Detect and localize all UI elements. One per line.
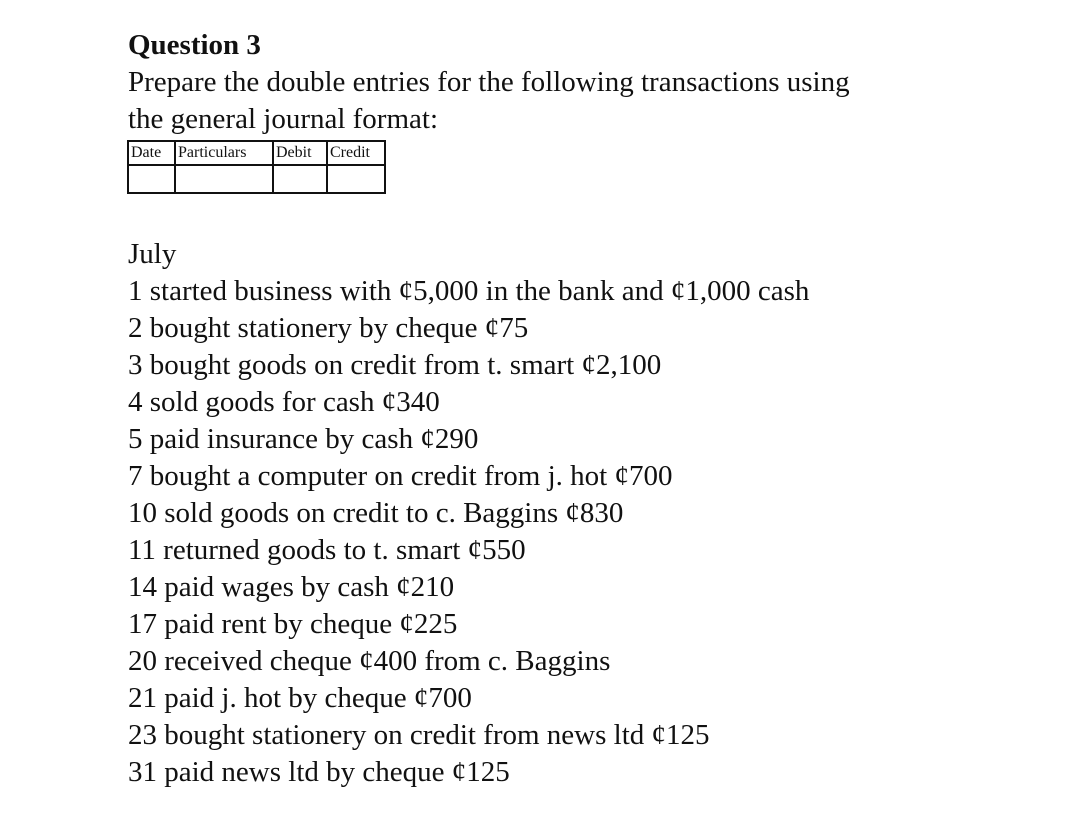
transaction-item: 1 started business with ¢5,000 in the bank and ¢1,000 cash <box>128 275 810 307</box>
transaction-item: 20 received cheque ¢400 from c. Baggins <box>128 645 611 677</box>
journal-header-date: Date <box>128 141 175 165</box>
transaction-item: 23 bought stationery on credit from news ltd ¢125 <box>128 719 710 751</box>
transaction-month: July <box>128 238 177 270</box>
question-heading: Question 3 <box>128 29 261 61</box>
journal-header-row <box>128 141 385 165</box>
transaction-item: 14 paid wages by cash ¢210 <box>128 571 455 603</box>
transaction-item: 21 paid j. hot by cheque ¢700 <box>128 682 472 714</box>
question-instruction <box>128 64 968 138</box>
transaction-item: 7 bought a computer on credit from j. hot ¢700 <box>128 460 673 492</box>
journal-cell-particulars <box>175 165 273 193</box>
transaction-item: 4 sold goods for cash ¢340 <box>128 386 440 418</box>
transaction-item: 3 bought goods on credit from t. smart ¢2,100 <box>128 349 662 381</box>
instruction-line-1: Prepare the double entries for the following transactions using <box>128 66 850 98</box>
journal-empty-row <box>128 165 385 193</box>
journal-cell-date <box>128 165 175 193</box>
journal-cell-credit <box>327 165 385 193</box>
general-journal-table <box>127 140 386 194</box>
transaction-item: 2 bought stationery by cheque ¢75 <box>128 312 529 344</box>
transaction-list <box>128 236 809 791</box>
transaction-item: 17 paid rent by cheque ¢225 <box>128 608 458 640</box>
transaction-item: 5 paid insurance by cash ¢290 <box>128 423 479 455</box>
transaction-item: 31 paid news ltd by cheque ¢125 <box>128 756 510 788</box>
transaction-item: 11 returned goods to t. smart ¢550 <box>128 534 526 566</box>
journal-header-particulars: Particulars <box>175 141 273 165</box>
journal-header-debit: Debit <box>273 141 327 165</box>
journal-cell-debit <box>273 165 327 193</box>
transaction-item: 10 sold goods on credit to c. Baggins ¢830 <box>128 497 624 529</box>
journal-header-credit: Credit <box>327 141 385 165</box>
instruction-line-2: the general journal format: <box>128 103 439 135</box>
